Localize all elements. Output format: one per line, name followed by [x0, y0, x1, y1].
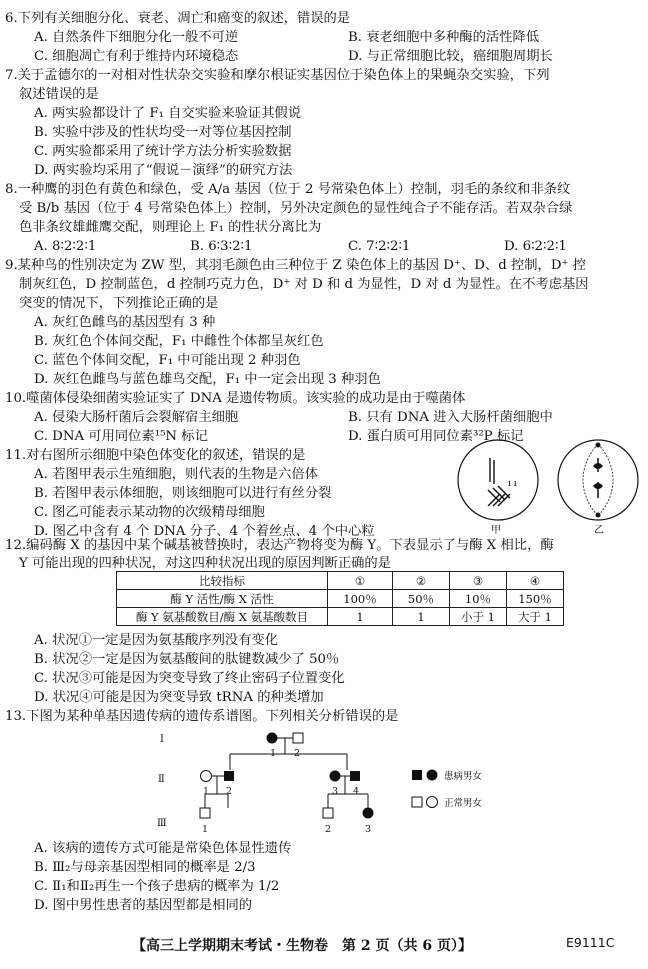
individual-number: 1 [203, 786, 210, 797]
option-c: C. 蓝色个体间交配，F₁ 中可能出现 2 种羽色 [34, 353, 301, 368]
option-c: C. 图乙可能表示某动物的次级精母细胞 [34, 505, 265, 520]
option-d: D. 与正常细胞比较，癌细胞周期长 [348, 49, 553, 64]
individual-number: 2 [294, 748, 301, 759]
individual-III2 [323, 808, 333, 818]
individual-number: 4 [353, 786, 360, 797]
question-stem: 7.关于孟德尔的一对相对性状杂交实验和摩尔根证实基因位于染色体上的果蝇杂交实验，下列 [5, 68, 550, 83]
question-stem-cont: 叙述错误的是 [19, 87, 99, 102]
question-stem-cont: 受 B/b 基因（位于 4 号常染色体上）控制，另外决定颜色的显性纯合子不能存活。若双杂合绿 [19, 201, 573, 216]
table-cell: 1 [328, 608, 393, 626]
question-stem: 6.下列有关细胞分化、衰老、凋亡和癌变的叙述，错误的是 [5, 11, 351, 26]
option-a: A. 两实验都设计了 F₁ 自交实验来验证其假说 [34, 106, 302, 121]
individual-II3 [330, 771, 341, 782]
legend-normal-male [412, 797, 422, 807]
question-stem-cont: 色非条纹雄雌鹰交配，则理论上 F₁ 的性状分离比为 [19, 220, 322, 235]
option-c: C. 7∶2∶2∶1 [348, 239, 411, 254]
option-b: B. 灰红色个体间交配，F₁ 中雌性个体都呈灰红色 [34, 334, 324, 349]
option-b: B. 若图甲表示体细胞，则该细胞可以进行有丝分裂 [34, 486, 332, 501]
legend-affected-male [412, 770, 422, 780]
option-c: C. 状况③可能是因为突变导致了终止密码子位置变化 [34, 671, 345, 686]
table-header: ① [328, 572, 393, 590]
table-header: ④ [507, 572, 564, 590]
individual-III3 [363, 808, 374, 819]
individual-I2 [293, 733, 303, 743]
option-b: B. 只有 DNA 进入大肠杆菌细胞中 [348, 410, 553, 425]
table-row [117, 608, 564, 626]
individual-number: 2 [325, 824, 332, 835]
individual-number: 2 [226, 786, 233, 797]
option-c: C. 细胞凋亡有利于维持内环境稳态 [34, 49, 239, 64]
option-b: B. 状况②一定是因为氨基酸间的肽键数减少了 50％ [34, 652, 340, 667]
question-stem: 12.编码酶 X 的基因中某个碱基被替换时，表达产物将变为酶 Y。下表显示了与酶 X 相比，酶 [5, 538, 554, 553]
option-c: C. 两实验都采用了统计学方法分析实验数据 [34, 144, 292, 159]
cell-figures [452, 438, 642, 538]
table-cell: 50％ [393, 590, 450, 608]
question-stem-cont: 制灰红色，D 控制蓝色，d 控制巧克力色，D⁺ 对 D 和 d 为显性，D 对 d 为显性。在不考虑基因 [19, 277, 589, 292]
question-stem: 8.一种鹰的羽色有黄色和绿色，受 A/a 基因（位于 2 号常染色体上）控制，羽毛的条纹和非条纹 [5, 182, 571, 197]
option-b: B. 实验中涉及的性状均受一对等位基因控制 [34, 125, 292, 140]
individual-number: 1 [270, 748, 277, 759]
footer-title: 【高三上学期期末考试・生物卷 第 2 页（共 6 页）】 [132, 938, 472, 954]
cell-figure-yi [558, 440, 638, 520]
generation-label: Ⅱ [158, 774, 165, 785]
table-cell: 酶 Y 活性/酶 X 活性 [117, 590, 328, 608]
individual-II1 [201, 771, 212, 782]
option-d: D. 蛋白质可用同位素³²P 标记 [348, 429, 524, 444]
question-stem-cont: 突变的情况下，下列推论正确的是 [19, 296, 219, 311]
individual-II2 [224, 771, 234, 781]
option-a: A. 自然条件下细胞分化一般不可逆 [34, 30, 239, 45]
question-stem: 10.噬菌体侵染细菌实验证实了 DNA 是遗传物质。该实验的成功是由于噬菌体 [5, 391, 466, 406]
option-a: A. 状况①一定是因为氨基酸序列没有变化 [34, 633, 279, 648]
option-d: D. 两实验均采用了“假说－演绎”的研究方法 [34, 163, 293, 178]
question-stem: 11.对右图所示细胞中染色体变化的叙述，错误的是 [5, 448, 306, 463]
table-cell: 100％ [328, 590, 393, 608]
option-c: C. Ⅱ₁和Ⅱ₂再生一个孩子患病的概率为 1/2 [34, 879, 280, 894]
table-cell: 酶 Y 氨基酸数目/酶 X 氨基酸数目 [117, 608, 328, 626]
question-stem: 9.某种鸟的性别决定为 ZW 型，其羽毛颜色由三种位于 Z 染色体上的基因 D⁺、D、d 控制，D⁺ 控 [5, 258, 587, 273]
legend-affected-label: 患病男女 [444, 771, 483, 782]
figure-label-jia: 甲 [491, 525, 501, 536]
individual-I1 [267, 733, 278, 744]
individual-number: 1 [202, 824, 209, 835]
enzyme-comparison-table [116, 571, 564, 626]
cell-figure-jia [458, 440, 538, 520]
legend-normal-female [427, 797, 438, 808]
table-header-row [117, 572, 564, 590]
option-a: A. 该病的遗传方式可能是常染色体显性遗传 [34, 841, 292, 856]
question-stem: 13.下图为某种单基因遗传病的遗传系谱图。下列相关分析错误的是 [5, 709, 399, 724]
individual-number: 3 [332, 786, 339, 797]
legend-normal-label: 正常男女 [444, 798, 483, 809]
table-cell: 小于 1 [450, 608, 507, 626]
option-a: A. 灰红色雌鸟的基因型有 3 种 [34, 315, 216, 330]
footer-code: E9111C [566, 935, 615, 950]
option-b: B. 衰老细胞中多种酶的活性降低 [348, 30, 540, 45]
table-row [117, 590, 564, 608]
option-a: A. 侵染大肠杆菌后会裂解宿主细胞 [34, 410, 239, 425]
individual-number: 3 [365, 824, 372, 835]
svg-text:ı ı: ı ı [508, 479, 517, 489]
option-d: D. 图乙中含有 4 个 DNA 分子、4 个着丝点、4 个中心粒 [34, 524, 375, 539]
generation-label: Ⅲ [157, 818, 167, 829]
pedigree-chart [140, 726, 540, 838]
option-b: B. 6∶3∶2∶1 [190, 239, 253, 254]
table-cell: 10％ [450, 590, 507, 608]
question-stem-cont: Y 可能出现的四种状况，对这四种状况出现的原因判断正确的是 [19, 556, 392, 571]
table-header: ② [393, 572, 450, 590]
table-header: 比较指标 [117, 572, 328, 590]
table-cell: 大于 1 [507, 608, 564, 626]
option-d: D. 图中男性患者的基因型都是相同的 [34, 898, 253, 913]
option-d: D. 状况④可能是因为突变导致 tRNA 的种类增加 [34, 690, 324, 705]
individual-II4 [350, 771, 360, 781]
option-d: D. 灰红色雌鸟与蓝色雄鸟交配，F₁ 中一定会出现 3 种羽色 [34, 372, 381, 387]
option-d: D. 6∶2∶2∶1 [504, 239, 567, 254]
table-cell: 150％ [507, 590, 564, 608]
table-cell: 1 [393, 608, 450, 626]
generation-label: Ⅰ [160, 734, 164, 745]
figure-label-yi: 乙 [594, 525, 604, 536]
option-b: B. Ⅲ₂与母亲基因型相同的概率是 2/3 [34, 860, 256, 875]
legend-affected-female [427, 770, 438, 781]
option-a: A. 若图甲表示生殖细胞，则代表的生物是六倍体 [34, 467, 318, 482]
individual-III1 [200, 808, 210, 818]
table-header: ③ [450, 572, 507, 590]
option-a: A. 8∶2∶2∶1 [34, 239, 97, 254]
option-c: C. DNA 可用同位素¹⁵N 标记 [34, 429, 208, 444]
